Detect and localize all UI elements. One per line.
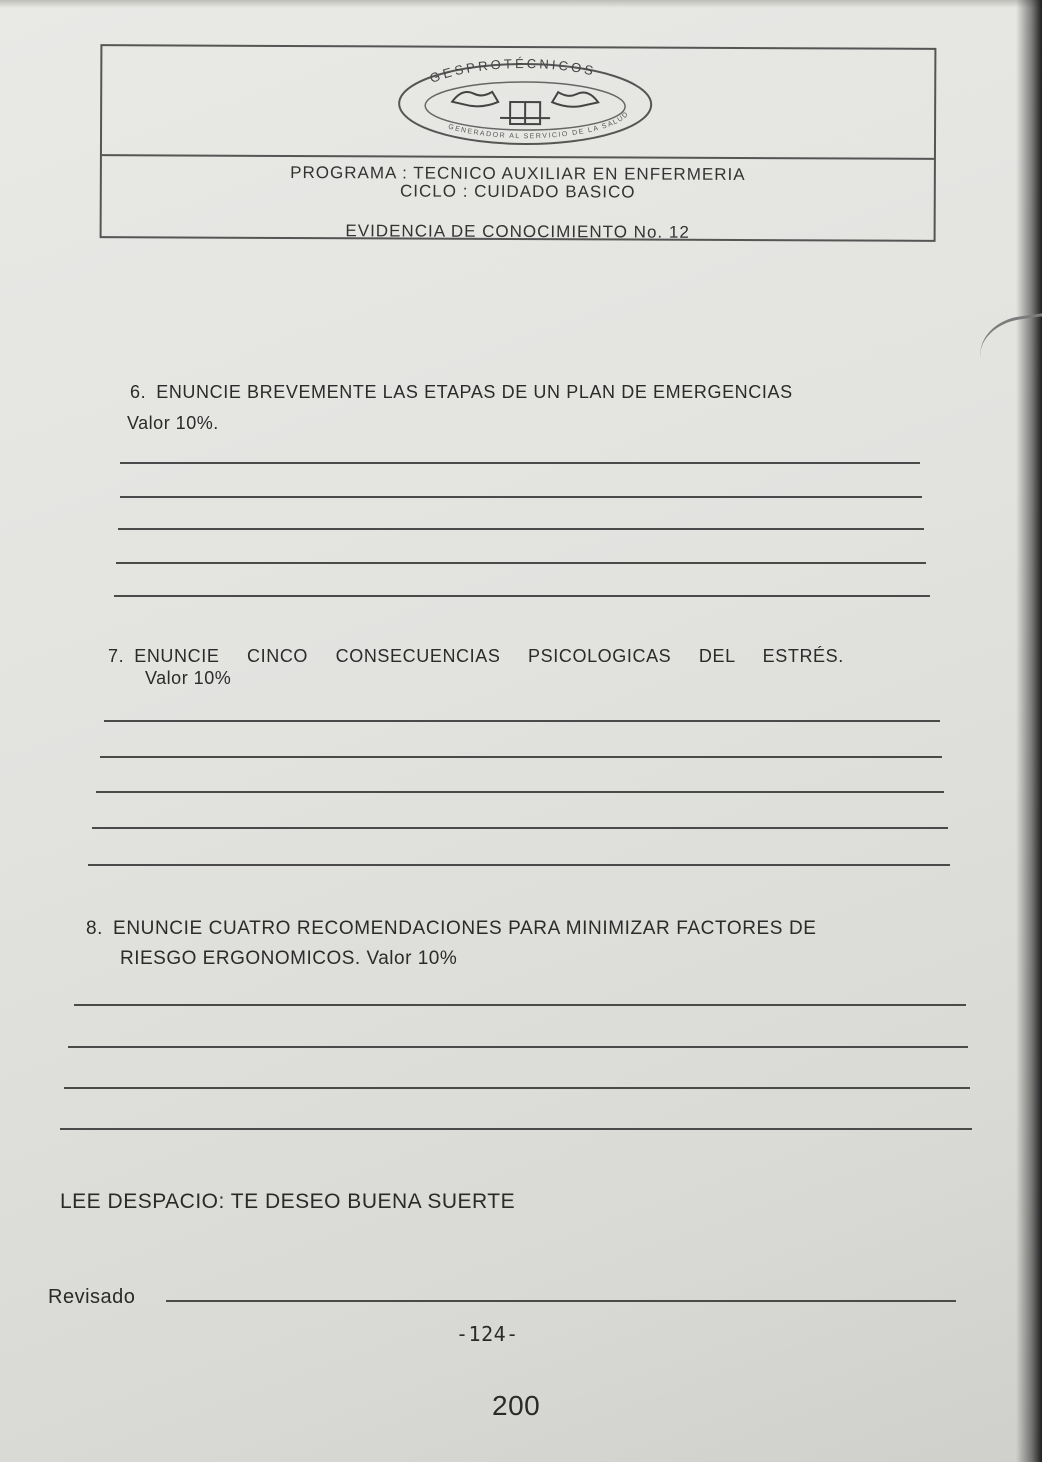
question-6 <box>130 382 793 403</box>
question-text: ENUNCIE CUATRO RECOMENDACIONES PARA MINIMIZAR FACTORES DE <box>113 918 817 939</box>
cycle-title: CICLO : CUIDADO BASICO <box>399 181 636 202</box>
question-number: 7. <box>108 646 125 666</box>
answer-line[interactable] <box>120 496 922 498</box>
question-text-continued: RIESGO ERGONOMICOS. Valor 10% <box>120 948 458 969</box>
answer-line[interactable] <box>74 1004 966 1006</box>
program-title: PROGRAMA : TECNICO AUXILIAR EN ENFERMERIA <box>290 163 746 184</box>
answer-line[interactable] <box>104 720 940 722</box>
paper-right-shadow <box>1016 0 1042 1462</box>
answer-line[interactable] <box>120 462 920 464</box>
logo-seal-icon <box>392 51 658 150</box>
answer-line[interactable] <box>118 528 924 530</box>
question-value: Valor 10% <box>145 668 232 688</box>
answer-line[interactable] <box>116 562 926 564</box>
document-header <box>100 44 937 242</box>
answer-line[interactable] <box>64 1087 970 1089</box>
closing-message: LEE DESPACIO: TE DESEO BUENA SUERTE <box>60 1190 516 1213</box>
handwritten-number: 200 <box>492 1390 541 1421</box>
evidence-title: EVIDENCIA DE CONOCIMIENTO No. 12 <box>345 221 690 242</box>
svg-text:GENERADOR AL SERVICIO DE LA SA: GENERADOR AL SERVICIO DE LA SALUD <box>447 110 631 141</box>
institution-logo <box>392 51 658 150</box>
svg-text:GESPROTÉCNICOS: GESPROTÉCNICOS <box>427 55 598 86</box>
answer-line[interactable] <box>114 595 930 597</box>
question-7 <box>108 646 844 667</box>
question-value: Valor 10%. <box>127 413 219 433</box>
question-text: ENUNCIE CINCO CONSECUENCIAS PSICOLOGICAS DEL ESTRÉS. <box>134 646 844 666</box>
answer-line[interactable] <box>96 791 944 793</box>
punch-hole <box>975 310 1042 395</box>
answer-line[interactable] <box>100 756 942 758</box>
answer-line[interactable] <box>88 864 950 866</box>
header-divider <box>102 154 934 160</box>
question-8 <box>86 918 817 940</box>
reviewed-signature-line[interactable] <box>166 1300 956 1302</box>
paper-top-edge <box>0 0 1042 8</box>
question-number: 6. <box>130 382 147 402</box>
question-text: ENUNCIE BREVEMENTE LAS ETAPAS DE UN PLAN DE EMERGENCIAS <box>156 382 793 402</box>
answer-line[interactable] <box>92 827 948 829</box>
answer-line[interactable] <box>60 1128 972 1130</box>
reviewed-label: Revisado <box>48 1286 136 1308</box>
answer-line[interactable] <box>68 1046 968 1048</box>
page-number: -124- <box>456 1322 519 1346</box>
question-number: 8. <box>86 918 104 939</box>
